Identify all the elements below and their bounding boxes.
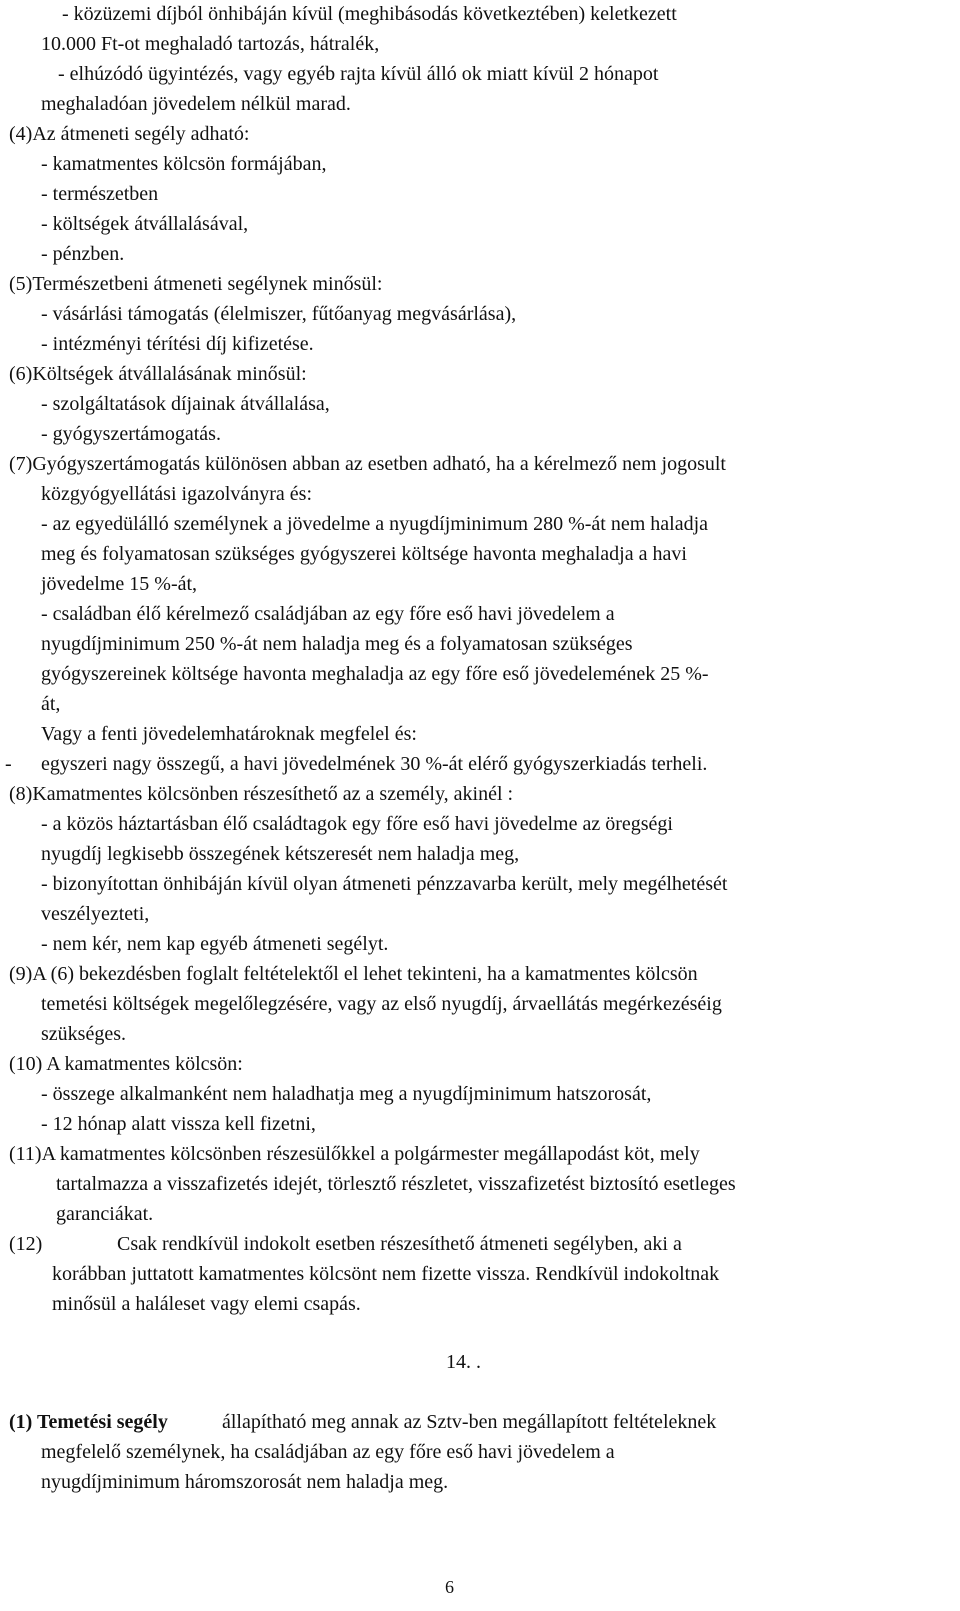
text-line: nyugdíj legkisebb összegének kétszeresét nem haladja meg, bbox=[41, 843, 520, 865]
text-line: temetési költségek megelőlegzésére, vagy az első nyugdíj, árvaellátás megérkezéséig bbox=[41, 993, 722, 1015]
text-line: - gyógyszertámogatás. bbox=[41, 423, 221, 445]
text-line: - családban élő kérelmező családjában az egy főre eső havi jövedelem a bbox=[41, 603, 615, 625]
text-line: - a közös háztartásban élő családtagok egy főre eső havi jövedelme az öregségi bbox=[41, 813, 673, 835]
text-line: garanciákat. bbox=[56, 1203, 154, 1225]
text-line: meg és folyamatosan szükséges gyógyszerei költsége havonta meghaladja a havi bbox=[41, 543, 687, 565]
section-heading: 14. . bbox=[446, 1351, 481, 1373]
text-line: állapítható meg annak az Sztv-ben megállapított feltételeknek bbox=[222, 1411, 717, 1433]
text-line: minősül a haláleset vagy elemi csapás. bbox=[52, 1293, 361, 1315]
text-line: - intézményi térítési díj kifizetése. bbox=[41, 333, 314, 355]
text-line: közgyógyellátási igazolványra és: bbox=[41, 483, 313, 505]
text-line: (4)Az átmeneti segély adható: bbox=[9, 123, 250, 145]
text-line: - kamatmentes kölcsön formájában, bbox=[41, 153, 327, 175]
text-line: meghaladóan jövedelem nélkül marad. bbox=[41, 93, 351, 115]
text-line: - az egyedülálló személynek a jövedelme a nyugdíjminimum 280 %-át nem haladja bbox=[41, 513, 709, 535]
text-line: korábban juttatott kamatmentes kölcsönt nem fizette vissza. Rendkívül indokoltnak bbox=[52, 1263, 720, 1285]
text-line: szükséges. bbox=[41, 1023, 126, 1045]
text-line: (10) A kamatmentes kölcsön: bbox=[9, 1053, 243, 1075]
text-line: - közüzemi díjból önhibáján kívül (meghibásodás következtében) keletkezett bbox=[62, 3, 677, 25]
text-line: - természetben bbox=[41, 183, 159, 205]
text-line: egyszeri nagy összegű, a havi jövedelmének 30 %-át elérő gyógyszerkiadás terheli. bbox=[41, 753, 708, 775]
text-line: (12) bbox=[9, 1233, 43, 1255]
text-line: - pénzben. bbox=[41, 243, 125, 265]
text-line: (6)Költségek átvállalásának minősül: bbox=[9, 363, 307, 385]
text-line: nyugdíjminimum 250 %-át nem haladja meg és a folyamatosan szükséges bbox=[41, 633, 633, 655]
text-line: Csak rendkívül indokolt esetben részesíthető átmeneti segélyben, aki a bbox=[117, 1233, 682, 1255]
text-line: - 12 hónap alatt vissza kell fizetni, bbox=[41, 1113, 316, 1135]
bullet-dash: - bbox=[5, 753, 12, 775]
text-line: (7)Gyógyszertámogatás különösen abban az esetben adható, ha a kérelmező nem jogosult bbox=[9, 453, 726, 475]
text-line: - bizonyítottan önhibáján kívül olyan átmeneti pénzzavarba került, mely megélhetését bbox=[41, 873, 728, 895]
text-line: (11)A kamatmentes kölcsönben részesülőkkel a polgármester megállapodást köt, mely bbox=[9, 1143, 700, 1165]
text-line: (5)Természetbeni átmeneti segélynek minősül: bbox=[9, 273, 383, 295]
text-line: - nem kér, nem kap egyéb átmeneti segélyt. bbox=[41, 933, 389, 955]
text-line: - elhúzódó ügyintézés, vagy egyéb rajta kívül álló ok miatt kívül 2 hónapot bbox=[58, 63, 659, 85]
text-line: - költségek átvállalásával, bbox=[41, 213, 249, 235]
text-line: jövedelme 15 %-át, bbox=[41, 573, 198, 595]
text-line: gyógyszereinek költsége havonta meghaladja az egy főre eső jövedelemének 25 %- bbox=[41, 663, 709, 685]
text-line: 10.000 Ft-ot meghaladó tartozás, hátralék, bbox=[41, 33, 380, 55]
paragraph-lead-bold: (1) Temetési segély bbox=[9, 1411, 168, 1433]
text-line: nyugdíjminimum háromszorosát nem haladja meg. bbox=[41, 1471, 449, 1493]
text-line: tartalmazza a visszafizetés idejét, törlesztő részletet, visszafizetést biztosító esetleges bbox=[56, 1173, 736, 1195]
text-line: át, bbox=[41, 693, 61, 715]
text-line: - összege alkalmanként nem haladhatja meg a nyugdíjminimum hatszorosát, bbox=[41, 1083, 652, 1105]
text-line: - szolgáltatások díjainak átvállalása, bbox=[41, 393, 330, 415]
text-line: (8)Kamatmentes kölcsönben részesíthető az a személy, akinél : bbox=[9, 783, 514, 805]
text-line: (9)A (6) bekezdésben foglalt feltételektől el lehet tekinteni, ha a kamatmentes kölcsön bbox=[9, 963, 698, 985]
text-line: megfelelő személynek, ha családjában az egy főre eső havi jövedelem a bbox=[41, 1441, 615, 1463]
page-number: 6 bbox=[445, 1577, 454, 1597]
text-line: veszélyezteti, bbox=[41, 903, 150, 925]
text-line: Vagy a fenti jövedelemhatároknak megfelel és: bbox=[41, 723, 417, 745]
text-line: - vásárlási támogatás (élelmiszer, fűtőanyag megvásárlása), bbox=[41, 303, 517, 325]
